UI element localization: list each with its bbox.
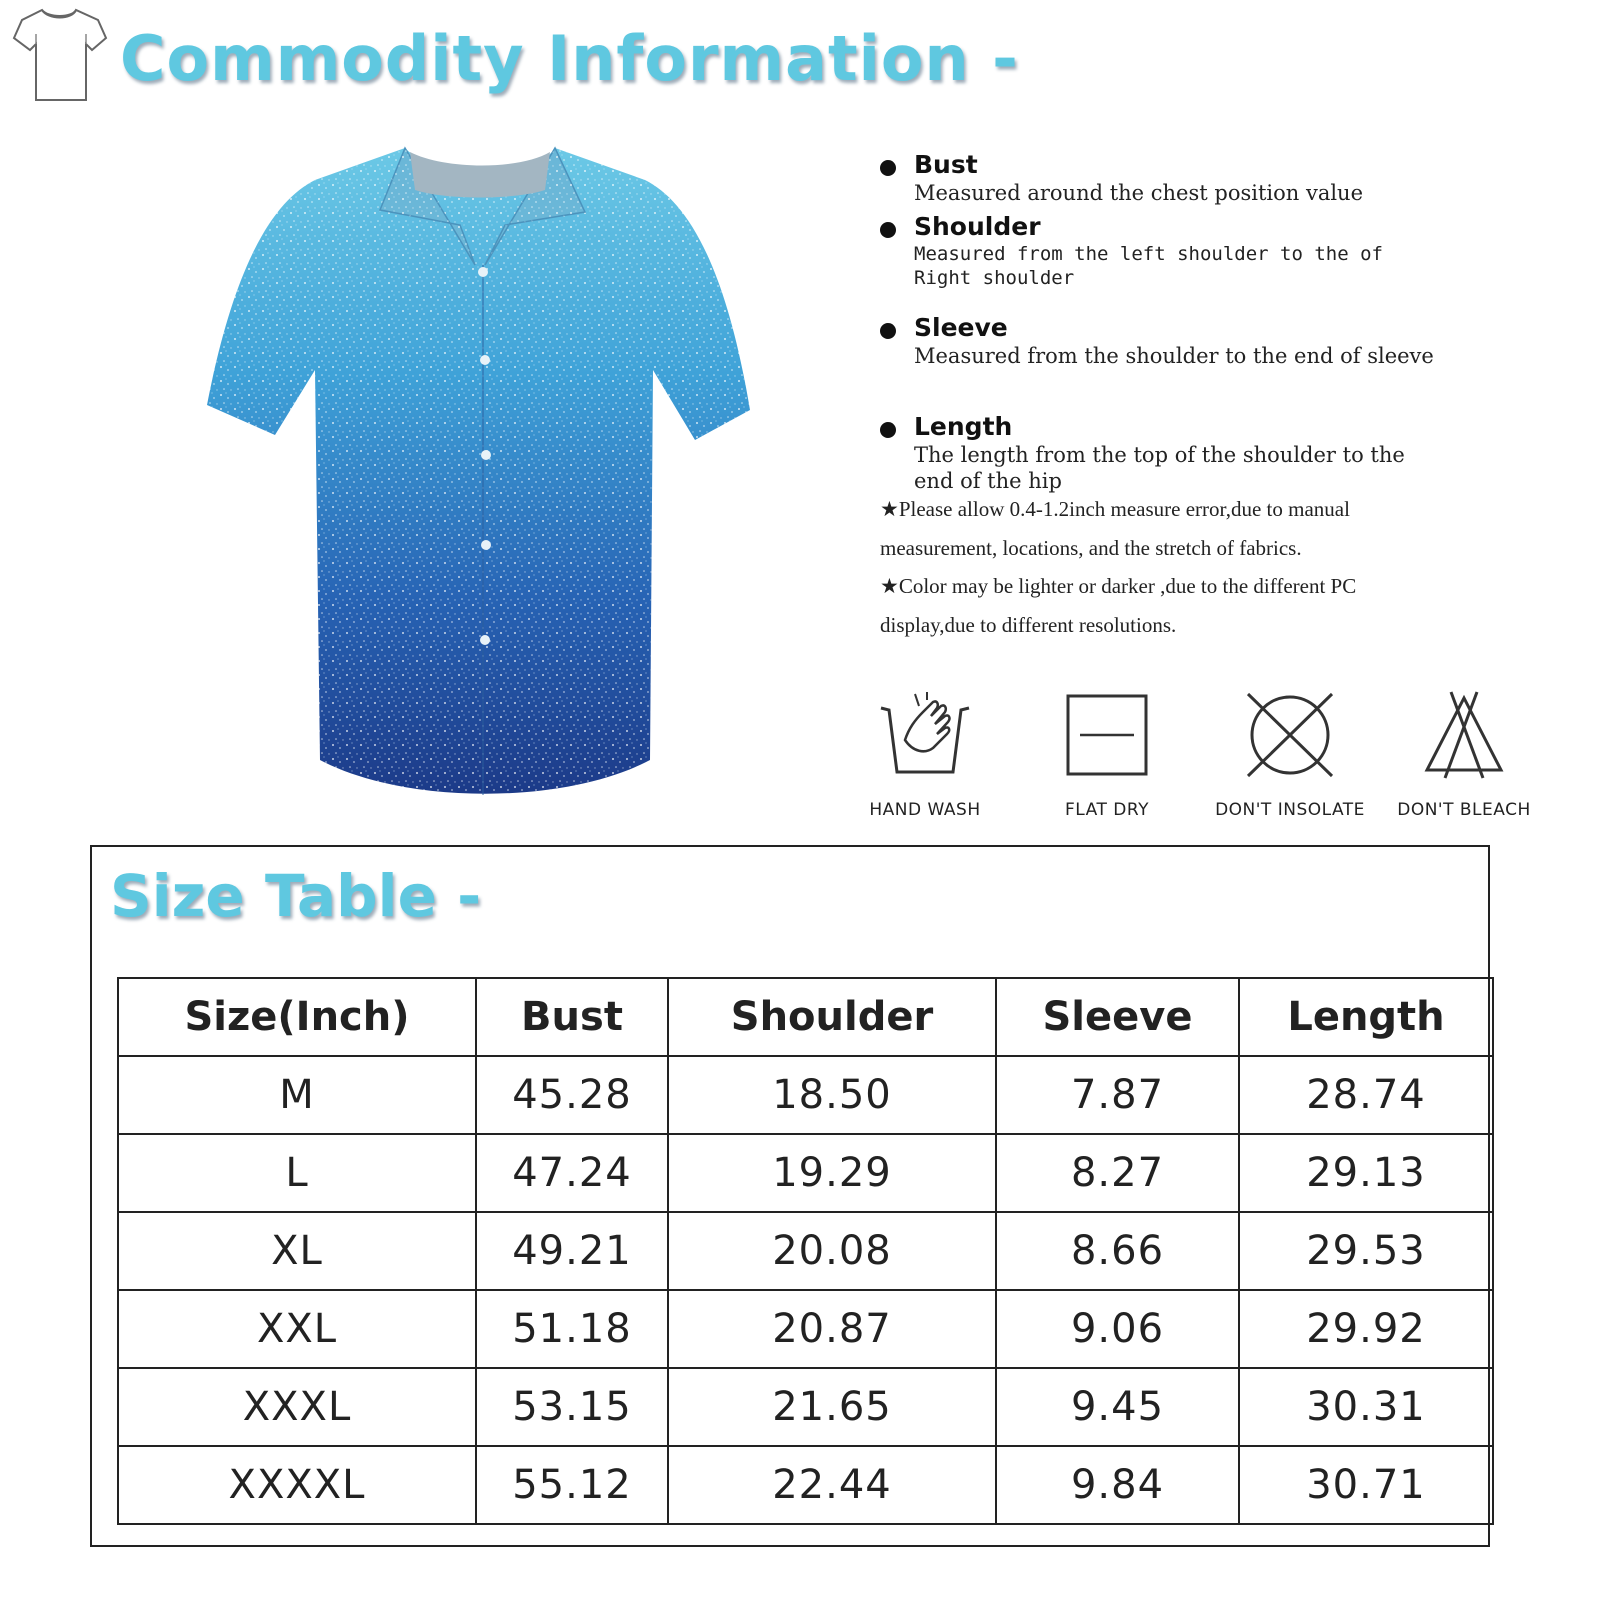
header-shoulder: Shoulder — [668, 978, 996, 1056]
cell-shoulder: 22.44 — [668, 1446, 996, 1524]
cell-size: XXXXL — [118, 1446, 476, 1524]
dont-insolate-icon — [1242, 690, 1338, 780]
cell-sleeve: 9.06 — [996, 1290, 1239, 1368]
notes — [880, 490, 1440, 644]
cell-sleeve: 7.87 — [996, 1056, 1239, 1134]
header-size: Size(Inch) — [118, 978, 476, 1056]
cell-sleeve: 8.66 — [996, 1212, 1239, 1290]
measure-name: Sleeve — [914, 313, 1008, 342]
page-title: Commodity Information - — [120, 22, 1019, 95]
table-row — [118, 1446, 1493, 1524]
cell-length: 28.74 — [1239, 1056, 1493, 1134]
cell-shoulder: 19.29 — [668, 1134, 996, 1212]
table-row — [118, 1368, 1493, 1446]
measure-name: Bust — [914, 150, 978, 179]
header-bust: Bust — [476, 978, 668, 1056]
cell-bust: 51.18 — [476, 1290, 668, 1368]
cell-length: 30.31 — [1239, 1368, 1493, 1446]
care-label: FLAT DRY — [1065, 800, 1149, 820]
table-header-row — [118, 978, 1493, 1056]
cell-length: 29.53 — [1239, 1212, 1493, 1290]
product-shirt-image — [205, 140, 765, 820]
bullet-icon — [880, 160, 896, 176]
dont-bleach-icon — [1419, 690, 1509, 780]
care-flat-dry — [1017, 690, 1197, 820]
care-label: DON'T BLEACH — [1397, 800, 1531, 820]
cell-size: XXXL — [118, 1368, 476, 1446]
cell-bust: 45.28 — [476, 1056, 668, 1134]
measure-error-note: ★Please allow 0.4-1.2inch measure error,due to manual measurement, locations, and the stretch of fabrics. — [880, 497, 1350, 560]
care-dont-insolate — [1200, 690, 1380, 820]
size-table — [117, 977, 1494, 1525]
tshirt-outline-icon — [8, 4, 110, 104]
measure-name: Shoulder — [914, 212, 1041, 241]
cell-shoulder: 18.50 — [668, 1056, 996, 1134]
header-sleeve: Sleeve — [996, 978, 1239, 1056]
bullet-icon — [880, 222, 896, 238]
cell-shoulder: 20.87 — [668, 1290, 996, 1368]
care-label: HAND WASH — [869, 800, 981, 820]
cell-sleeve: 9.84 — [996, 1446, 1239, 1524]
cell-bust: 49.21 — [476, 1212, 668, 1290]
table-row — [118, 1212, 1493, 1290]
cell-length: 29.13 — [1239, 1134, 1493, 1212]
measure-description: Measured from the left shoulder to the of Right shoulder — [914, 243, 1383, 289]
cell-size: XL — [118, 1212, 476, 1290]
size-table-panel — [90, 845, 1490, 1547]
hand-wash-icon — [875, 690, 975, 780]
flat-dry-icon — [1062, 690, 1152, 780]
cell-size: L — [118, 1134, 476, 1212]
cell-length: 29.92 — [1239, 1290, 1493, 1368]
cell-sleeve: 8.27 — [996, 1134, 1239, 1212]
care-label: DON'T INSOLATE — [1215, 800, 1365, 820]
cell-size: M — [118, 1056, 476, 1134]
cell-bust: 53.15 — [476, 1368, 668, 1446]
care-dont-bleach — [1374, 690, 1554, 820]
color-note: ★Color may be lighter or darker ,due to the different PC display,due to different resolutions. — [880, 574, 1357, 637]
cell-shoulder: 21.65 — [668, 1368, 996, 1446]
cell-shoulder: 20.08 — [668, 1212, 996, 1290]
cell-bust: 55.12 — [476, 1446, 668, 1524]
measure-description: Measured from the shoulder to the end of sleeve — [914, 344, 1434, 368]
header-length: Length — [1239, 978, 1493, 1056]
measure-description: The length from the top of the shoulder to the end of the hip — [914, 443, 1405, 493]
bullet-icon — [880, 323, 896, 339]
measure-name: Length — [914, 412, 1013, 441]
cell-bust: 47.24 — [476, 1134, 668, 1212]
measure-description: Measured around the chest position value — [914, 181, 1364, 205]
bullet-icon — [880, 422, 896, 438]
table-row — [118, 1290, 1493, 1368]
care-hand-wash — [835, 690, 1015, 820]
cell-sleeve: 9.45 — [996, 1368, 1239, 1446]
cell-size: XXL — [118, 1290, 476, 1368]
cell-length: 30.71 — [1239, 1446, 1493, 1524]
size-table-title: Size Table - — [110, 862, 482, 930]
table-row — [118, 1134, 1493, 1212]
table-row — [118, 1056, 1493, 1134]
